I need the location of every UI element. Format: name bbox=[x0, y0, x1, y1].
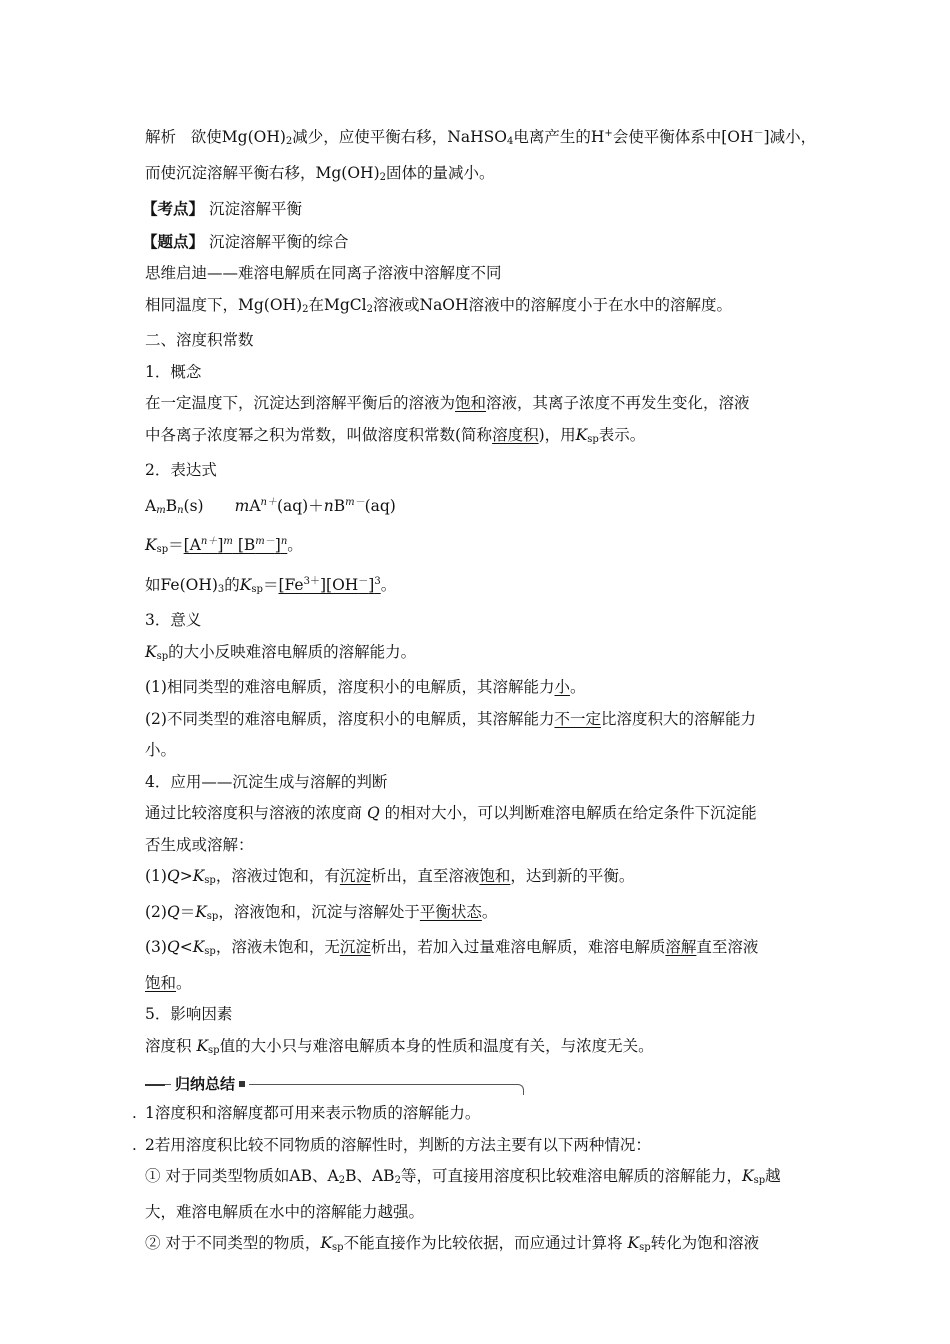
answer-blank: 小 bbox=[554, 678, 570, 696]
answer-blank: 饱和 bbox=[145, 973, 177, 992]
answer-blank: 沉淀 bbox=[339, 867, 371, 885]
answer-blank: 沉淀 bbox=[339, 938, 371, 956]
kaodian-line: 【考点】 沉淀溶解平衡 bbox=[142, 199, 302, 218]
answer-blank: 溶度积 bbox=[492, 425, 539, 444]
s1-line-2: 中各离子浓度幂之积为常数，叫做溶度积常数(简称溶度积)，用$K_{sp}$表示。 bbox=[145, 425, 646, 445]
section-title: 二、溶度积常数 bbox=[145, 331, 254, 349]
answer-blank: 饱和 bbox=[479, 867, 511, 885]
analysis-line-1: 解析 欲使$Mg(OH)_2$减少，应使平衡右移，NaHSO$_4$电离产生的H+会使平衡体系中[OH－]减小， bbox=[145, 128, 817, 147]
summary-lead-line bbox=[145, 1084, 165, 1086]
tidian-label: 【题点】 bbox=[142, 231, 205, 251]
s5-line: 溶度积 $K_{sp}$值的大小只与难溶电解质本身的性质和温度有关，与浓度无关。 bbox=[145, 1036, 654, 1056]
answer-blank: 平衡状态 bbox=[419, 902, 482, 921]
fe-example: 如$Fe(OH)_3$的$K_{sp}=[Fe^{3+}][OH^-]^3$。 bbox=[145, 575, 397, 595]
answer-blank: 溶解 bbox=[665, 938, 697, 956]
ksp-expression: $K_{sp}=[A^{n+}]^m$ $[B^{m-}]^n$。 bbox=[145, 536, 303, 555]
s3-point-1: (1)相同类型的难溶电解质，溶度积小的电解质，其溶解能力小。 bbox=[145, 678, 586, 696]
summary-case-2: ② 对于不同类型的物质，$K_{sp}$不能直接作为比较依据，而应通过计算将 $K_{sp}$转化为饱和溶液 bbox=[145, 1234, 760, 1253]
siwei-title: 思维启迪——难溶电解质在同离子溶液中溶解度不同 bbox=[145, 264, 502, 282]
s2-title: 2．表达式 bbox=[145, 461, 217, 479]
s1-title: 1．概念 bbox=[145, 362, 202, 381]
s3-title: 3．意义 bbox=[145, 611, 202, 629]
square-icon bbox=[239, 1081, 245, 1087]
s4-case-3: $(3)Q<K_{sp}$，溶液未饱和，无沉淀析出，若加入过量难溶电解质，难溶电解质溶解直至溶液 bbox=[145, 938, 759, 957]
s1-line-1: 在一定温度下，沉淀达到溶解平衡后的溶液为饱和溶液，其离子浓度不再发生变化，溶液 bbox=[145, 394, 750, 412]
answer-blank: 不一定 bbox=[554, 709, 601, 728]
summary-case-1: ① 对于同类型物质如AB、$A_2B$、$AB_2$等，可直接用溶度积比较难溶电解质的溶解能力，$K_{sp}$越 bbox=[145, 1167, 781, 1186]
s4-case-3-cont: 饱和。 bbox=[145, 973, 192, 992]
summary-header bbox=[145, 1072, 810, 1098]
kaodian-label: 【考点】 bbox=[142, 199, 205, 218]
s4-case-2: $(2)Q=K_{sp}$，溶液饱和，沉淀与溶解处于平衡状态。 bbox=[145, 902, 498, 922]
answer-blank: 饱和 bbox=[455, 394, 487, 412]
s3-point-2-cont: 小。 bbox=[145, 741, 177, 759]
bullet-dot-icon: . bbox=[132, 1135, 137, 1154]
tidian-line: 【题点】 沉淀溶解平衡的综合 bbox=[142, 231, 349, 251]
s3-line-1: $K_{sp}$的大小反映难溶电解质的溶解能力。 bbox=[145, 642, 417, 662]
s4-title: 4．应用——沉淀生成与溶解的判断 bbox=[145, 772, 388, 791]
summary-case-1-cont: 大，难溶电解质在水中的溶解能力越强。 bbox=[145, 1202, 425, 1221]
answer-blank: $[A^{n+}]^m$ $[B^{m-}]^n$ bbox=[183, 536, 288, 554]
s4-line-2: 否生成或溶解： bbox=[145, 835, 254, 854]
siwei-line: 相同温度下，$Mg(OH)_2$在MgCl$_2$溶液或NaOH溶液中的溶解度小于在水中的溶解度。 bbox=[145, 295, 733, 315]
s4-case-1: $(1)Q>K_{sp}$，溶液过饱和，有沉淀析出，直至溶液饱和，达到新的平衡。 bbox=[145, 867, 635, 886]
document-page bbox=[132, 118, 817, 1264]
summary-item-1: . 1溶度积和溶解度都可用来表示物质的溶解能力。 bbox=[145, 1098, 810, 1130]
equilibrium-equation: $A_mB_n(s)$ $mA^{n+}(aq)+nB^{m-}(aq)$ bbox=[145, 496, 396, 516]
s4-line-1: 通过比较溶度积与溶液的浓度商 Q 的相对大小，可以判断难溶电解质在给定条件下沉淀能 bbox=[145, 804, 757, 822]
answer-blank: $[Fe^{3+}][OH^-]^3$ bbox=[278, 575, 381, 594]
s3-point-2: (2)不同类型的难溶电解质，溶度积小的电解质，其溶解能力不一定比溶度积大的溶解能力 bbox=[145, 709, 756, 728]
analysis-line-2: 而使沉淀溶解平衡右移，$Mg(OH)_2$固体的量减小。 bbox=[145, 163, 495, 183]
bullet-dot-icon: . bbox=[132, 1104, 137, 1122]
summary-item-2: . 2若用溶度积比较不同物质的溶解性时，判断的方法主要有以下两种情况： bbox=[145, 1130, 810, 1162]
summary-label: 归纳总结 bbox=[171, 1073, 249, 1094]
analysis-label: 解析 bbox=[145, 128, 177, 146]
s5-title: 5．影响因素 bbox=[145, 1005, 233, 1023]
